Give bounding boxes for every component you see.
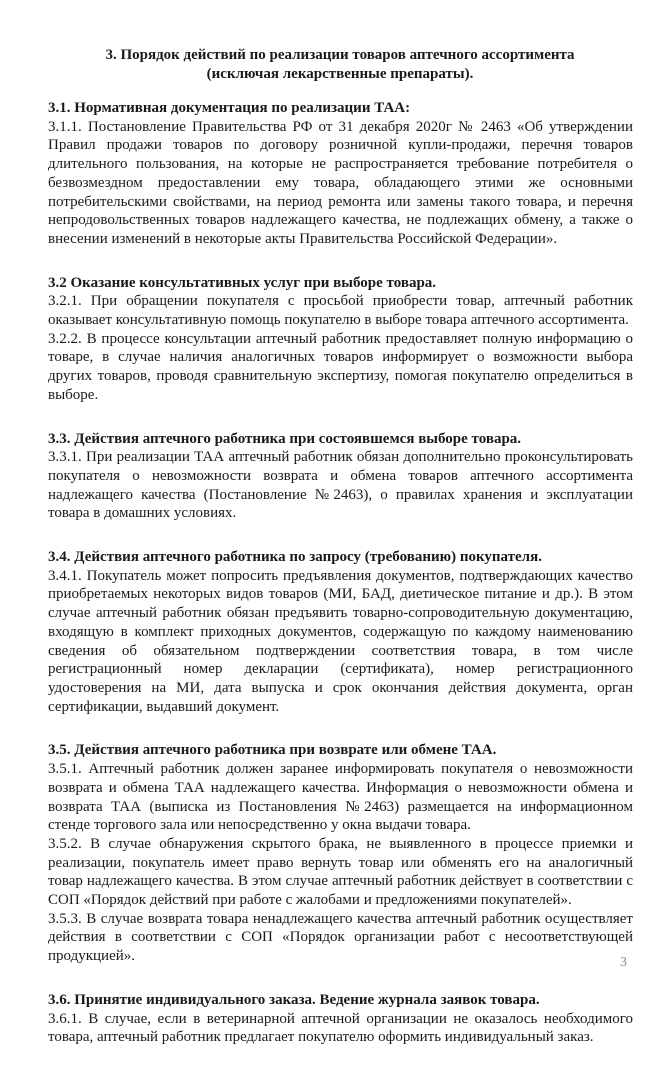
text-line: приобретаемых некоторых видов товаров (МИ, БАД, диетическое питание и др.). В этом xyxy=(48,586,633,603)
text-line: потребительскими свойствами, на период ремонта или замены такого товара, и перечня xyxy=(48,193,633,210)
text-line: внесении изменений в некоторые акты Правительства Российской Федерации». xyxy=(48,230,558,247)
text-line: случае аптечный работник обязан предъявить товарно-сопроводительную документацию, xyxy=(48,605,633,622)
text-line: 3.5.2. В случае обнаружения скрытого брака, не выявленного в процессе приемки и xyxy=(48,835,633,852)
text-line: длительного пользования, на которые не распространяется требование потребителя о xyxy=(48,156,633,173)
paragraph xyxy=(48,910,633,966)
section-heading: 3.3. Действия аптечного работника при состоявшемся выборе товара. xyxy=(48,430,522,447)
text-line: входящую в комплект приходных документов, содержащую по каждому наименованию xyxy=(48,623,633,640)
section xyxy=(48,274,633,405)
section-heading: 3.5. Действия аптечного работника при возврате или обмене ТАА. xyxy=(48,742,497,759)
text-line: возврата и обмена ТАА надлежащего качества. Информация о невозможности обмена и xyxy=(48,779,633,796)
text-line: продукцией». xyxy=(48,948,136,965)
section-heading: 3.2 Оказание консультативных услуг при выборе товара. xyxy=(48,274,437,291)
text-line: реализации, покупатель имеет право вернуть товар или обменять его на аналогичный xyxy=(48,854,633,871)
text-line: товаре, в случае наличия аналогичных товаров информирует о возможности выбора xyxy=(48,349,633,366)
text-line: 3.1.1. Постановление Правительства РФ от 31 декабря 2020г № 2463 «Об утверждении xyxy=(48,118,633,135)
section-heading: 3.1. Нормативная документация по реализации ТАА: xyxy=(48,100,411,116)
text-line: возврата ТАА (выписка из Постановления №2463) размещается на информационном xyxy=(48,798,633,815)
text-line: безвозмездном предоставлении ему товара, обладающего этими же основными xyxy=(48,174,633,191)
text-line: СОП «Порядок действий при работе с жалобами и предложениями покупателей». xyxy=(48,892,572,909)
paragraph xyxy=(48,567,633,717)
text-line: надлежащего качества (Постановление №2463), о правилах хранения и эксплуатации xyxy=(48,486,633,503)
text-line: других товаров, проводя сравнительную экспертизу, помогая покупателю определиться в xyxy=(48,368,633,385)
text-line: 3.2.1. При обращении покупателя с просьбой приобрести товар, аптечный работник xyxy=(48,293,633,310)
text-line: 3.5.3. В случае возврата товара ненадлежащего качества аптечный работник осуществляет xyxy=(48,910,633,927)
text-line: товара в домашних условиях. xyxy=(48,505,237,522)
text-line: сертификации, выдавший документ. xyxy=(48,698,280,715)
text-line: 3.2.2. В процессе консультации аптечный работник предоставляет полную информацию о xyxy=(48,330,633,347)
paragraph xyxy=(48,835,633,910)
document-body xyxy=(48,99,633,1072)
text-line: сведения об обязательном подтверждении соответствия товара, в том числе xyxy=(48,642,633,659)
text-line: регистрационный номер декларации (сертификата), номер регистрационного xyxy=(48,661,633,678)
text-line: товара, аптечный работник предлагает покупателю оформить индивидуальный заказ. xyxy=(48,1029,594,1046)
text-line: Правил продажи товаров по договору розничной купли-продажи, перечня товаров xyxy=(48,137,633,154)
text-line: оказывает консультативную помощь покупателю в выборе товара аптечного ассортимента. xyxy=(48,312,629,329)
text-line: 3.5.1. Аптечный работник должен заранее информировать покупателя о невозможности xyxy=(48,761,633,778)
section xyxy=(48,991,633,1047)
paragraph xyxy=(48,448,633,523)
paragraph xyxy=(48,330,633,405)
text-line: выборе. xyxy=(48,386,99,403)
text-line: удостоверения на МИ, дата выпуска и срок окончания действия документа, орган xyxy=(48,679,633,696)
text-line: 3.4.1. Покупатель может попросить предъявления документов, подтверждающих качество xyxy=(48,567,633,584)
document-title xyxy=(40,46,640,84)
section-heading: 3.4. Действия аптечного работника по запросу (требованию) покупателя. xyxy=(48,549,542,566)
text-line: действия в соответствии с СОП «Порядок организации работ с несоответствующей xyxy=(48,929,633,946)
text-line: покупателя о невозможности возврата и обмена товаров аптечного ассортимента xyxy=(48,467,633,484)
section xyxy=(48,741,633,965)
title-line-2: (исключая лекарственные препараты). xyxy=(206,66,474,82)
text-line: товар надлежащего качества. В этом случае аптечный работник действует в соответствии с xyxy=(48,873,633,890)
title-line-1: 3. Порядок действий по реализации товаров аптечного ассортимента xyxy=(105,47,575,63)
page-number: 3 xyxy=(620,955,627,970)
paragraph xyxy=(48,292,633,329)
section xyxy=(48,430,633,524)
section xyxy=(48,99,633,249)
text-line: стенде торгового зала или непосредственно у окна выдачи товара. xyxy=(48,817,471,834)
paragraph xyxy=(48,760,633,835)
paragraph xyxy=(48,1010,633,1047)
paragraph xyxy=(48,118,633,249)
text-line: непродовольственных товаров надлежащего качества, не подлежащих обмену, а также о xyxy=(48,212,633,229)
text-line: 3.6.1. В случае, если в ветеринарной аптечной организации не оказалось необходимого xyxy=(48,1010,633,1027)
section-heading: 3.6. Принятие индивидуального заказа. Ведение журнала заявок товара. xyxy=(48,991,540,1008)
section xyxy=(48,548,633,716)
text-line: 3.3.1. При реализации ТАА аптечный работник обязан дополнительно проконсультировать xyxy=(48,449,633,466)
